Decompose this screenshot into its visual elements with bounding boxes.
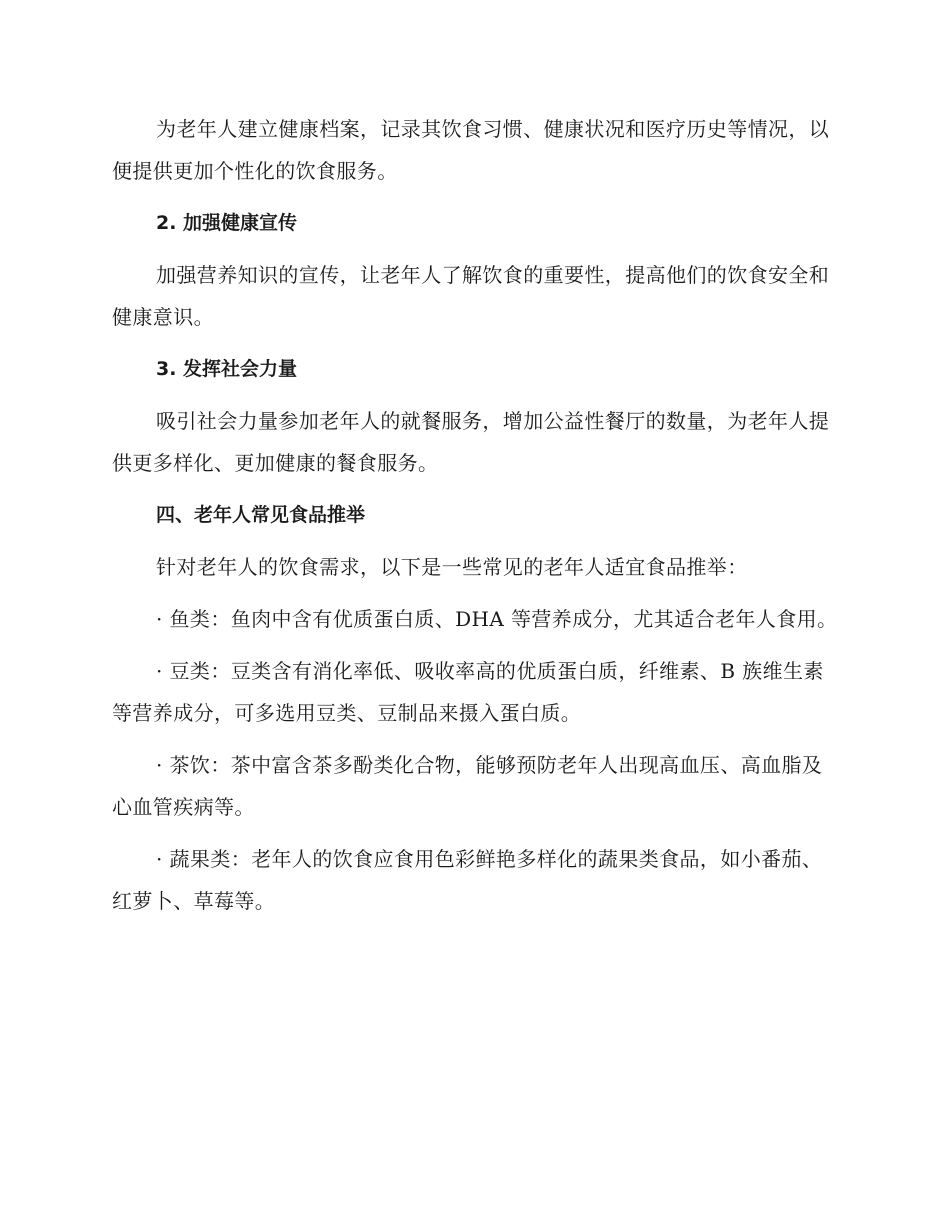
list-item-tea: · 茶饮：茶中富含茶多酚类化合物，能够预防老年人出现高血压、高血脂及心血管疾病等。 [112,753,823,819]
heading-social-forces: 3. 发挥社会力量 [156,358,298,380]
paragraph-social-forces: 吸引社会力量参加老年人的就餐服务，增加公益性餐厅的数量，为老年人提供更多样化、更加健康的餐食服务。 [112,409,830,475]
list-item-beans: · 豆类：豆类含有消化率低、吸收率高的优质蛋白质，纤维素、B 族维生素等营养成分，可多选用豆类、豆制品来摄入蛋白质。 [112,659,824,725]
document-page [112,108,840,932]
heading-food-recommendations: 四、老年人常见食品推举 [156,504,366,526]
paragraph-food-intro: 针对老年人的饮食需求，以下是一些常见的老年人适宜食品推举： [156,555,748,579]
paragraph-health-promotion: 加强营养知识的宣传，让老年人了解饮食的重要性，提高他们的饮食安全和健康意识。 [112,263,830,329]
list-item-fish: · 鱼类：鱼肉中含有优质蛋白质、DHA 等营养成分，尤其适合老年人食用。 [156,607,838,631]
list-item-fruits-vegetables: · 蔬果类：老年人的饮食应食用色彩鲜艳多样化的蔬果类食品，如小番茄、红萝卜、草莓等。 [112,847,823,913]
paragraph-health-records: 为老年人建立健康档案，记录其饮食习惯、健康状况和医疗历史等情况，以便提供更加个性化的饮食服务。 [112,117,830,183]
heading-health-promotion: 2. 加强健康宣传 [156,212,298,234]
